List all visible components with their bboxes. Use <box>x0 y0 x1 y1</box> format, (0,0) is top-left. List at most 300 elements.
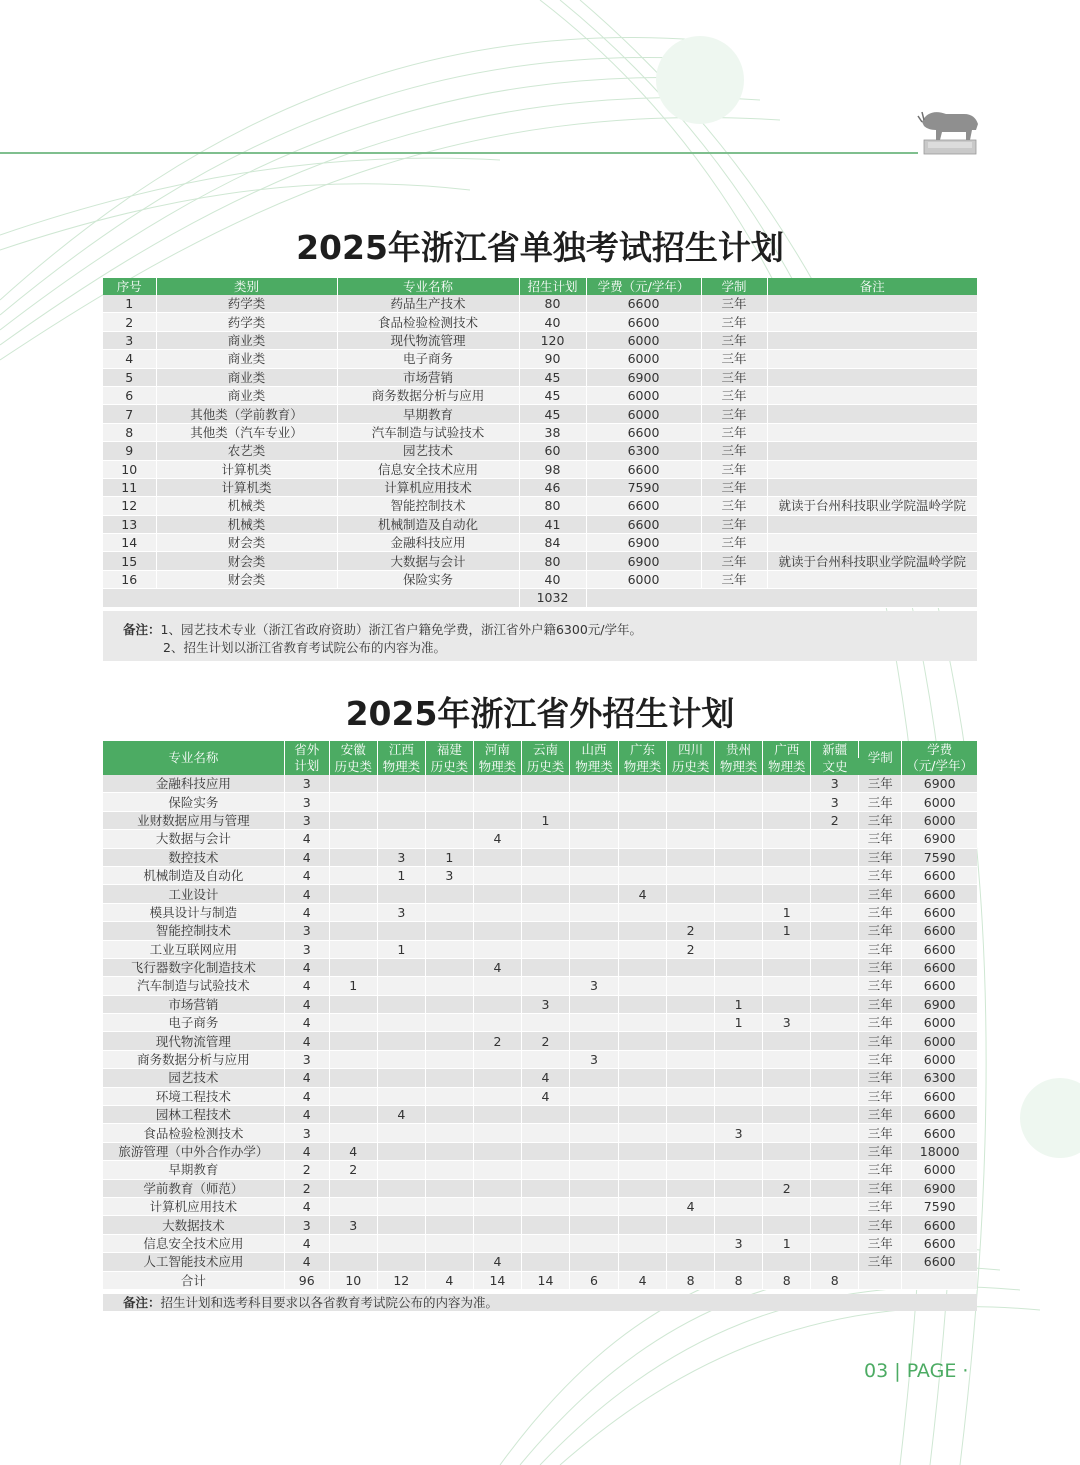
page-separator: | <box>894 1360 901 1382</box>
cell-quota-by-province <box>667 1216 715 1234</box>
cell-quota-by-province <box>715 977 763 995</box>
cell-duration: 三年 <box>701 478 767 496</box>
cell-remarks <box>767 570 977 588</box>
cell-quota-by-province: 1 <box>763 922 811 940</box>
table-row <box>103 1179 977 1197</box>
cell-quota-by-province: 3 <box>569 977 618 995</box>
cell-quota-by-province <box>667 885 715 903</box>
cell-fee: 6900 <box>902 995 977 1013</box>
cell-fee: 6000 <box>586 386 701 404</box>
cell-quota-by-province: 1 <box>763 1234 811 1252</box>
cell-out-quota: 2 <box>284 1179 329 1197</box>
cell-quota-by-province <box>619 958 667 976</box>
cell-quota-by-province: 2 <box>667 922 715 940</box>
cell-fee: 6900 <box>902 775 977 793</box>
cell-major: 药品生产技术 <box>337 295 519 313</box>
cell-quota-by-province <box>377 1161 425 1179</box>
table-row <box>103 570 977 588</box>
cell-fee: 6900 <box>586 534 701 552</box>
col-header-province: 福建 <box>425 741 473 758</box>
cell-out-quota: 4 <box>284 995 329 1013</box>
cell-duration: 三年 <box>701 570 767 588</box>
cell-major: 园艺技术 <box>337 442 519 460</box>
cell-quota-by-province: 2 <box>811 811 859 829</box>
single-exam-plan-title: 2025年浙江省单独考试招生计划 <box>296 228 784 267</box>
col-header-subject: 历史类 <box>329 758 377 775</box>
cell-quota-by-province: 3 <box>811 793 859 811</box>
cell-quota-by-province <box>425 793 473 811</box>
cell-quota-by-province <box>667 1124 715 1142</box>
cell-quota-by-province <box>377 1197 425 1215</box>
table-row <box>103 460 977 478</box>
cell-out-quota: 3 <box>284 940 329 958</box>
cell-quota: 41 <box>519 515 586 533</box>
cell-quota: 60 <box>519 442 586 460</box>
cell-quota: 40 <box>519 313 586 331</box>
cell-quota-by-province <box>425 995 473 1013</box>
table-row <box>103 903 977 921</box>
table-row <box>103 1050 977 1068</box>
cell-quota-by-province <box>811 848 859 866</box>
cell-quota-by-province <box>569 1087 618 1105</box>
cell-quota: 45 <box>519 368 586 386</box>
cell-quota-by-province: 4 <box>521 1087 569 1105</box>
cell-fee: 6600 <box>902 885 977 903</box>
cell-major: 计算机应用技术 <box>337 478 519 496</box>
cell-out-quota: 3 <box>284 1216 329 1234</box>
col-header-province: 四川 <box>667 741 715 758</box>
col-header-duration: 学制 <box>859 741 902 775</box>
cell-duration: 三年 <box>701 350 767 368</box>
cell-category: 商业类 <box>156 368 337 386</box>
cell-quota-by-province <box>521 922 569 940</box>
col-header-remarks: 备注 <box>767 278 977 295</box>
cell-quota-by-province <box>715 885 763 903</box>
cell-quota-by-province <box>619 830 667 848</box>
cell-quota-by-province <box>377 1124 425 1142</box>
cell-quota-by-province <box>473 885 521 903</box>
cell-quota-by-province <box>763 1032 811 1050</box>
cell-quota-by-province <box>619 1124 667 1142</box>
cell-fee: 6000 <box>586 570 701 588</box>
cell-quota-by-province: 1 <box>521 811 569 829</box>
note-line-2: 2、招生计划以浙江省教育考试院公布的内容为准。 <box>163 640 446 655</box>
cell-out-quota: 4 <box>284 1253 329 1271</box>
cell-quota-by-province <box>667 811 715 829</box>
col-header-subject: 物理类 <box>473 758 521 775</box>
cell-quota-by-province <box>329 1032 377 1050</box>
cell-fee: 6000 <box>902 1014 977 1032</box>
cell-category: 机械类 <box>156 497 337 515</box>
cell-quota-by-province: 4 <box>425 1271 473 1289</box>
col-header-duration: 学制 <box>701 278 767 295</box>
cell-fee: 6600 <box>902 922 977 940</box>
cell-out-quota: 4 <box>284 1106 329 1124</box>
cell-fee: 6900 <box>586 552 701 570</box>
cell-quota-by-province <box>521 977 569 995</box>
cell-major: 智能控制技术 <box>337 497 519 515</box>
cell-quota-by-province <box>329 903 377 921</box>
cell-out-quota: 4 <box>284 958 329 976</box>
cell-quota-by-province <box>811 1106 859 1124</box>
cell-quota-by-province <box>715 1142 763 1160</box>
cell-duration: 三年 <box>859 1032 902 1050</box>
cell-quota-by-province <box>425 1179 473 1197</box>
cell-remarks <box>767 350 977 368</box>
col-header-subject: 文史 <box>811 758 859 775</box>
cell-quota-by-province <box>569 885 618 903</box>
cell-quota-by-province <box>329 1179 377 1197</box>
cell-quota-by-province <box>715 1216 763 1234</box>
cell-quota: 80 <box>519 552 586 570</box>
cell-quota-by-province <box>811 866 859 884</box>
note-label: 备注： <box>123 1295 161 1310</box>
cell-duration: 三年 <box>859 1234 902 1252</box>
cell-index: 8 <box>103 423 156 441</box>
cell-quota-by-province <box>425 1197 473 1215</box>
cell-duration: 三年 <box>859 866 902 884</box>
cell-quota-by-province <box>425 830 473 848</box>
cell-quota-by-province <box>667 1050 715 1068</box>
cell-major: 园艺技术 <box>103 1069 284 1087</box>
cell-quota-by-province <box>811 1087 859 1105</box>
cell-quota-by-province <box>329 995 377 1013</box>
cell-quota-by-province <box>521 1234 569 1252</box>
cell-quota-by-province <box>811 1124 859 1142</box>
cell-major: 商务数据分析与应用 <box>337 386 519 404</box>
col-header-subject: 物理类 <box>619 758 667 775</box>
cell-out-quota: 3 <box>284 811 329 829</box>
table-row <box>103 922 977 940</box>
cell-quota-by-province: 4 <box>473 1253 521 1271</box>
cell-quota-by-province <box>473 977 521 995</box>
cell-quota-by-province <box>569 1253 618 1271</box>
cell-quota-by-province <box>715 811 763 829</box>
cell-quota-by-province <box>811 1234 859 1252</box>
cell-quota-by-province <box>329 922 377 940</box>
cell-duration: 三年 <box>701 331 767 349</box>
col-header-subject: 物理类 <box>377 758 425 775</box>
cell-quota-by-province: 1 <box>377 866 425 884</box>
cell-remarks <box>767 534 977 552</box>
cell-quota-by-province <box>521 1050 569 1068</box>
cell-quota-by-province <box>763 811 811 829</box>
cell-remarks <box>767 460 977 478</box>
single-exam-notes <box>103 611 977 661</box>
cell-fee <box>902 1271 977 1289</box>
cell-major: 园林工程技术 <box>103 1106 284 1124</box>
cell-quota-by-province: 2 <box>763 1179 811 1197</box>
cell-quota-by-province <box>667 903 715 921</box>
cell-quota-by-province <box>425 775 473 793</box>
cell-remarks <box>767 331 977 349</box>
cell-quota-by-province <box>473 793 521 811</box>
cell-fee: 6000 <box>586 405 701 423</box>
cell-duration <box>859 1271 902 1289</box>
table-row <box>103 552 977 570</box>
cell-quota-by-province <box>425 1124 473 1142</box>
cell-major: 工业设计 <box>103 885 284 903</box>
table-row <box>103 811 977 829</box>
cell-quota-by-province <box>425 1087 473 1105</box>
col-header-subject: 物理类 <box>569 758 618 775</box>
cell-fee: 6600 <box>586 460 701 478</box>
cell-remarks <box>767 368 977 386</box>
cell-quota-by-province <box>425 922 473 940</box>
cell-duration: 三年 <box>859 1179 902 1197</box>
cell-fee: 6600 <box>902 1253 977 1271</box>
cell-quota-by-province: 3 <box>715 1234 763 1252</box>
cell-remarks <box>767 405 977 423</box>
cell-quota-by-province <box>473 1014 521 1032</box>
cell-quota-by-province: 3 <box>521 995 569 1013</box>
cell-quota-by-province <box>667 1161 715 1179</box>
cell-quota: 80 <box>519 497 586 515</box>
col-header-fee: 学费 （元/学年） <box>902 741 977 775</box>
cell-quota-by-province <box>473 775 521 793</box>
cell-quota-by-province <box>811 1050 859 1068</box>
cell-quota-by-province: 4 <box>619 1271 667 1289</box>
cell-quota-by-province <box>377 885 425 903</box>
cell-fee: 6000 <box>902 811 977 829</box>
cell-quota-by-province <box>521 848 569 866</box>
cell-quota-by-province <box>619 811 667 829</box>
cell-duration: 三年 <box>859 1069 902 1087</box>
cell-remarks <box>767 442 977 460</box>
cell-major: 食品检验检测技术 <box>337 313 519 331</box>
cell-quota-by-province <box>569 830 618 848</box>
cell-quota-by-province <box>811 830 859 848</box>
cell-out-quota: 96 <box>284 1271 329 1289</box>
table-row <box>103 1014 977 1032</box>
cell-major: 机械制造及自动化 <box>103 866 284 884</box>
cell-major: 金融科技应用 <box>337 534 519 552</box>
table-row <box>103 1234 977 1252</box>
table-row <box>103 1253 977 1271</box>
cell-quota-by-province: 2 <box>521 1032 569 1050</box>
cell-quota-by-province <box>521 830 569 848</box>
cell-quota-by-province <box>425 811 473 829</box>
cell-quota-by-province <box>425 940 473 958</box>
cell-quota-by-province <box>715 1069 763 1087</box>
cell-duration: 三年 <box>859 1216 902 1234</box>
cell-quota-by-province: 4 <box>521 1069 569 1087</box>
cell-major: 市场营销 <box>103 995 284 1013</box>
table-row <box>103 977 977 995</box>
cell-quota: 84 <box>519 534 586 552</box>
cell-remarks <box>767 295 977 313</box>
cell-remarks <box>767 423 977 441</box>
cell-category: 财会类 <box>156 534 337 552</box>
cell-fee: 6900 <box>902 1179 977 1197</box>
cell-quota-by-province <box>521 958 569 976</box>
cell-quota-by-province <box>329 1106 377 1124</box>
cell-quota-by-province <box>569 1216 618 1234</box>
cell-out-quota: 4 <box>284 1032 329 1050</box>
cell-quota-by-province <box>569 1179 618 1197</box>
cell-quota-by-province: 4 <box>377 1106 425 1124</box>
cell-quota-by-province <box>377 793 425 811</box>
cell-fee: 6600 <box>902 958 977 976</box>
cell-quota-by-province: 3 <box>715 1124 763 1142</box>
cell-quota-by-province <box>619 977 667 995</box>
table-row <box>103 866 977 884</box>
cell-index: 1 <box>103 295 156 313</box>
cell-quota-by-province: 8 <box>715 1271 763 1289</box>
cell-quota-by-province <box>715 1050 763 1068</box>
cell-fee: 6600 <box>902 977 977 995</box>
cell-quota-by-province <box>811 1216 859 1234</box>
cell-category: 商业类 <box>156 331 337 349</box>
cell-quota-by-province <box>667 775 715 793</box>
cell-quota-by-province <box>377 811 425 829</box>
cell-quota-by-province <box>619 1234 667 1252</box>
cell-quota-by-province <box>667 995 715 1013</box>
table-header-row-provinces <box>103 741 977 758</box>
cell-fee: 6600 <box>902 940 977 958</box>
note-line-1: 1、园艺技术专业（浙江省政府资助）浙江省户籍免学费，浙江省外户籍6300元/学年。 <box>160 622 642 637</box>
cell-quota-by-province <box>329 958 377 976</box>
cell-duration: 三年 <box>859 903 902 921</box>
col-header-province: 云南 <box>521 741 569 758</box>
cell-major: 环境工程技术 <box>103 1087 284 1105</box>
cell-fee: 6600 <box>902 1216 977 1234</box>
cell-quota-by-province <box>329 811 377 829</box>
cell-quota-by-province <box>425 1069 473 1087</box>
cell-duration: 三年 <box>701 534 767 552</box>
cell-major: 现代物流管理 <box>103 1032 284 1050</box>
cell-quota-by-province: 10 <box>329 1271 377 1289</box>
out-of-province-plan-title: 2025年浙江省外招生计划 <box>345 694 735 733</box>
cell-quota-by-province <box>667 793 715 811</box>
cell-duration: 三年 <box>859 1142 902 1160</box>
cell-quota-by-province <box>569 848 618 866</box>
cell-out-quota: 2 <box>284 1161 329 1179</box>
cell-index: 10 <box>103 460 156 478</box>
cell-quota-by-province <box>329 1069 377 1087</box>
cell-quota-by-province <box>667 1179 715 1197</box>
table-row <box>103 1106 977 1124</box>
cell-index: 4 <box>103 350 156 368</box>
table-row <box>103 995 977 1013</box>
cell-quota-by-province <box>811 958 859 976</box>
cell-quota-by-province <box>715 1106 763 1124</box>
cell-remarks: 就读于台州科技职业学院温岭学院 <box>767 497 977 515</box>
cell-fee: 7590 <box>902 848 977 866</box>
cell-fee: 18000 <box>902 1142 977 1160</box>
cell-quota-by-province <box>619 1216 667 1234</box>
cell-quota-by-province <box>473 1124 521 1142</box>
cell-fee: 6000 <box>586 331 701 349</box>
cell-quota: 45 <box>519 405 586 423</box>
cell-quota-by-province <box>473 1069 521 1087</box>
cell-major: 电子商务 <box>103 1014 284 1032</box>
page-number-value: 03 <box>864 1360 889 1382</box>
cell-remarks <box>767 515 977 533</box>
cell-quota-by-province <box>329 1087 377 1105</box>
cell-quota-by-province <box>473 866 521 884</box>
cell-fee: 6600 <box>586 295 701 313</box>
cell-duration: 三年 <box>859 1087 902 1105</box>
cell-quota-by-province: 2 <box>667 940 715 958</box>
cell-quota-by-province <box>473 1161 521 1179</box>
cell-empty <box>103 589 519 607</box>
cell-quota-by-province <box>377 1216 425 1234</box>
col-header-province: 安徽 <box>329 741 377 758</box>
cell-quota-by-province: 1 <box>329 977 377 995</box>
cell-quota-by-province <box>377 1032 425 1050</box>
cell-duration: 三年 <box>701 442 767 460</box>
cell-quota-by-province <box>811 1142 859 1160</box>
cell-quota-by-province: 3 <box>763 1014 811 1032</box>
cell-quota-by-province <box>763 848 811 866</box>
cell-quota-by-province <box>473 995 521 1013</box>
cell-quota-by-province <box>763 830 811 848</box>
cell-category: 商业类 <box>156 386 337 404</box>
cell-quota-by-province <box>425 1032 473 1050</box>
cell-quota-by-province <box>715 1253 763 1271</box>
cell-quota-by-province <box>667 1253 715 1271</box>
col-header-province: 贵州 <box>715 741 763 758</box>
cell-major: 现代物流管理 <box>337 331 519 349</box>
cell-quota-by-province <box>473 903 521 921</box>
cell-quota-by-province <box>377 922 425 940</box>
cell-quota: 45 <box>519 386 586 404</box>
cell-major: 大数据与会计 <box>103 830 284 848</box>
cell-quota-by-province <box>715 866 763 884</box>
cell-quota-by-province: 2 <box>473 1032 521 1050</box>
cell-quota-by-province <box>329 1014 377 1032</box>
cell-index: 12 <box>103 497 156 515</box>
cell-out-quota: 3 <box>284 1050 329 1068</box>
note-text: 招生计划和选考科目要求以各省教育考试院公布的内容为准。 <box>160 1295 499 1310</box>
cell-quota-by-province <box>425 903 473 921</box>
cell-quota: 38 <box>519 423 586 441</box>
cell-quota-by-province <box>715 793 763 811</box>
cell-fee: 6600 <box>902 866 977 884</box>
cell-quota-by-province <box>377 1050 425 1068</box>
table-row <box>103 1142 977 1160</box>
table-row <box>103 442 977 460</box>
cell-quota-by-province <box>763 995 811 1013</box>
cell-quota-by-province <box>619 940 667 958</box>
cell-quota-by-province <box>377 1253 425 1271</box>
cell-quota-by-province <box>569 1197 618 1215</box>
cell-quota-by-province <box>619 1142 667 1160</box>
out-of-province-notes <box>103 1294 977 1311</box>
cell-quota-by-province <box>521 1253 569 1271</box>
cell-quota-by-province <box>811 977 859 995</box>
col-header-subject: 物理类 <box>715 758 763 775</box>
cell-category: 商业类 <box>156 350 337 368</box>
cell-quota-by-province: 4 <box>667 1197 715 1215</box>
cell-major: 汽车制造与试验技术 <box>337 423 519 441</box>
table-row <box>103 1032 977 1050</box>
cell-duration: 三年 <box>701 515 767 533</box>
cell-fee: 6300 <box>586 442 701 460</box>
col-header-province: 广西 <box>763 741 811 758</box>
table-row <box>103 497 977 515</box>
cell-quota-by-province <box>715 1032 763 1050</box>
cell-fee: 6000 <box>902 1050 977 1068</box>
col-header-quota: 招生计划 <box>519 278 586 295</box>
cell-duration: 三年 <box>859 1106 902 1124</box>
col-header-index: 序号 <box>103 278 156 295</box>
col-header-major: 专业名称 <box>103 741 284 775</box>
cell-quota-by-province <box>473 1106 521 1124</box>
cell-quota-by-province <box>569 1124 618 1142</box>
cell-quota-by-province <box>667 1014 715 1032</box>
